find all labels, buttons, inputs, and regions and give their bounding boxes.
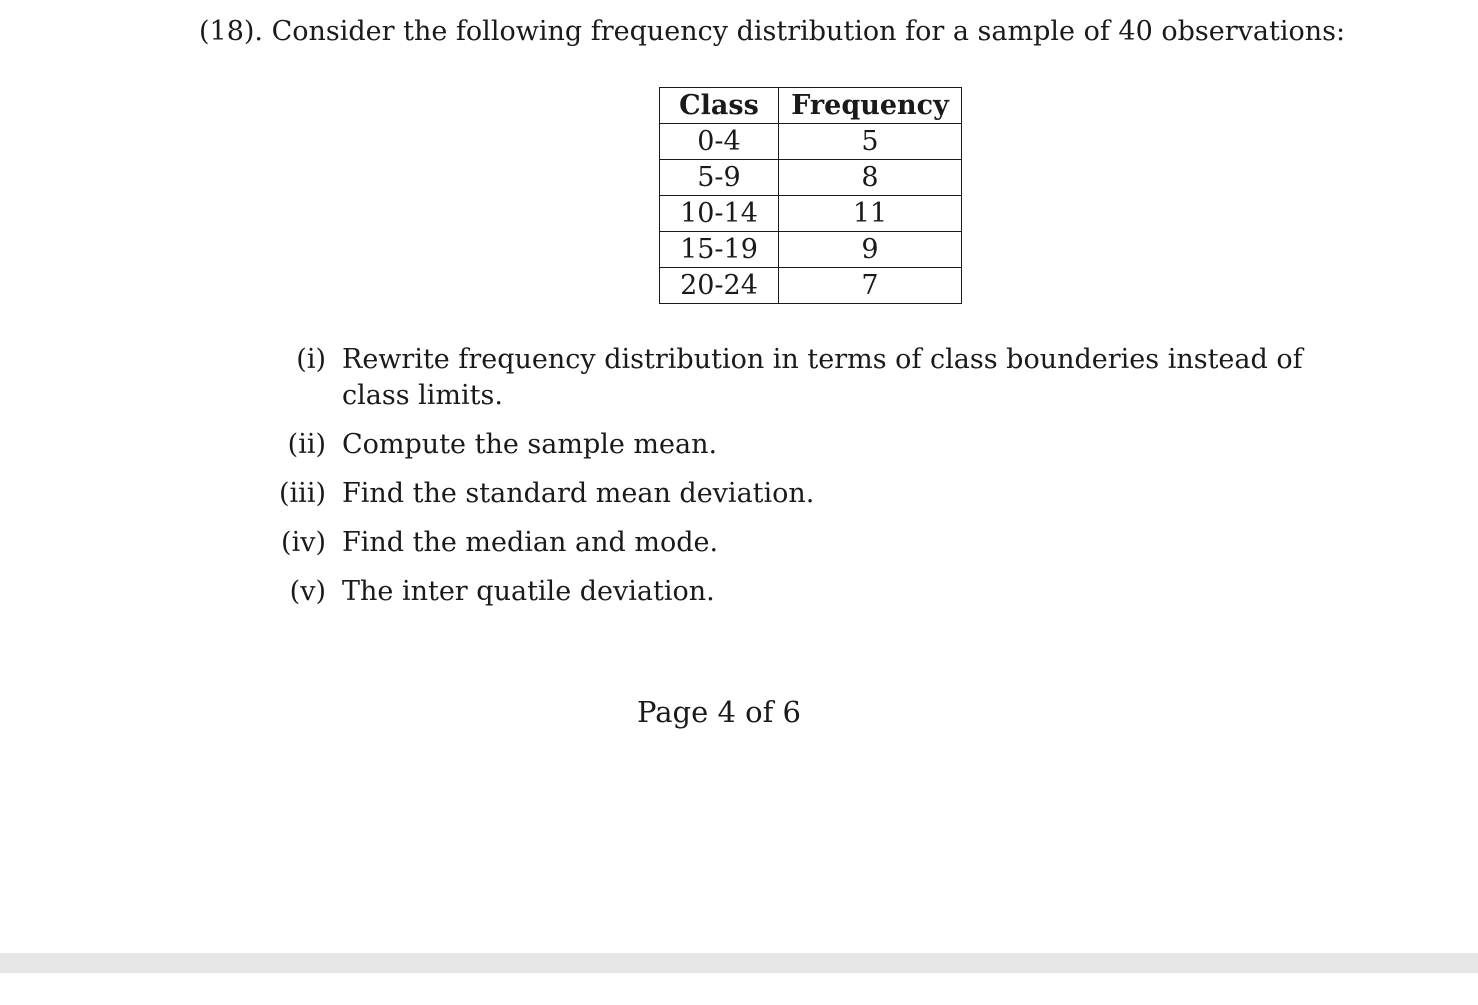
frequency-cell: 5 xyxy=(779,124,962,160)
item-text: The inter quatile deviation. xyxy=(342,576,715,607)
page-number: Page 4 of 6 xyxy=(637,695,801,729)
question-text: (18). Consider the following frequency distribution for a sample of 40 observations: xyxy=(199,16,1346,47)
item-text: Rewrite frequency distribution in terms of class bounderies instead of class limits. xyxy=(342,344,1303,411)
header-class: Class xyxy=(660,88,779,124)
list-item xyxy=(270,574,1310,610)
table-row xyxy=(660,268,962,304)
header-frequency: Frequency xyxy=(779,88,962,124)
sub-question-list xyxy=(270,342,1310,623)
horizontal-scrollbar[interactable] xyxy=(0,953,1478,973)
list-item xyxy=(270,342,1310,414)
frequency-cell: 11 xyxy=(779,196,962,232)
list-item xyxy=(270,427,1310,463)
frequency-cell: 9 xyxy=(779,232,962,268)
class-cell: 5-9 xyxy=(660,160,779,196)
list-item xyxy=(270,525,1310,561)
table-header-row xyxy=(660,88,962,124)
table-row xyxy=(660,124,962,160)
frequency-table xyxy=(659,87,962,304)
item-marker: (iii) xyxy=(279,478,326,509)
item-marker: (v) xyxy=(289,576,326,607)
frequency-cell: 8 xyxy=(779,160,962,196)
class-cell: 10-14 xyxy=(660,196,779,232)
class-cell: 0-4 xyxy=(660,124,779,160)
item-marker: (ii) xyxy=(287,429,326,460)
item-text: Find the median and mode. xyxy=(342,527,719,558)
item-text: Find the standard mean deviation. xyxy=(342,478,815,509)
table-row xyxy=(660,160,962,196)
frequency-cell: 7 xyxy=(779,268,962,304)
class-cell: 20-24 xyxy=(660,268,779,304)
item-text: Compute the sample mean. xyxy=(342,429,718,460)
item-marker: (iv) xyxy=(281,527,326,558)
table-row xyxy=(660,196,962,232)
class-cell: 15-19 xyxy=(660,232,779,268)
item-marker: (i) xyxy=(296,344,326,375)
list-item xyxy=(270,476,1310,512)
table-row xyxy=(660,232,962,268)
